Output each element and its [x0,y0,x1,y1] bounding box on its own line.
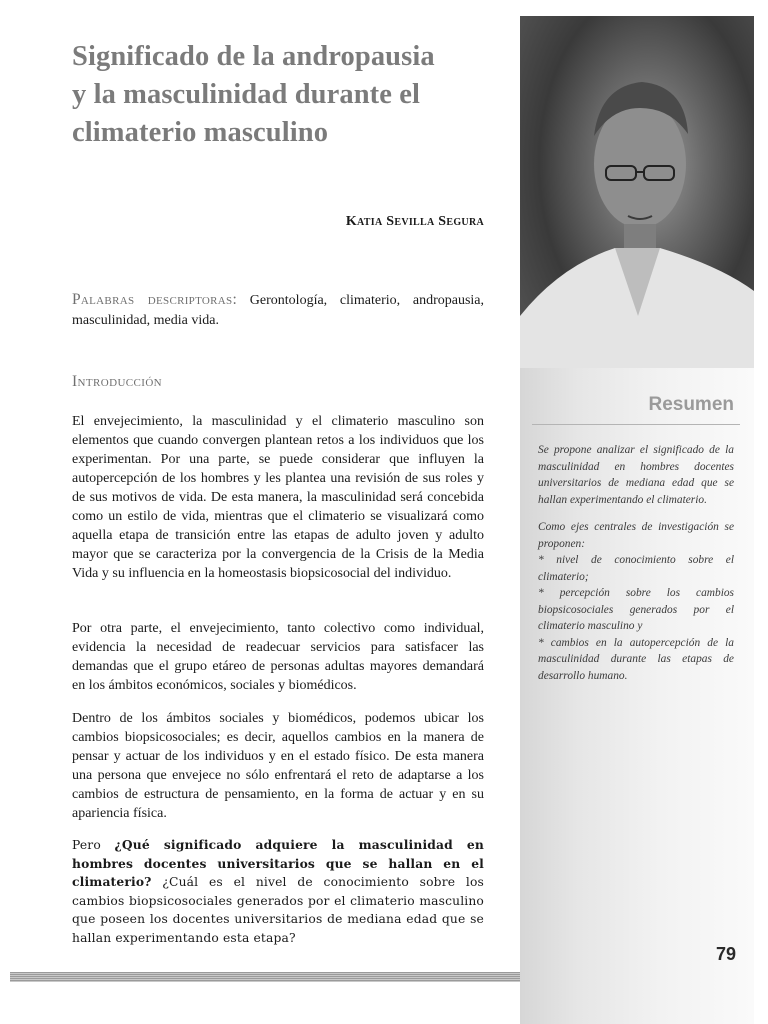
resumen-list [538,519,734,684]
title-line: climaterio masculino [72,117,329,148]
page-number: 79 [715,944,736,964]
paragraph: Por otra parte, el envejecimiento, tanto colectivo como individual, evidencia la necesidad de readecuar servicios para satisfacer las demandas que el grupo etáreo de personas adultas mayores demandará en los ámbitos económicos, sociales y biomédicos. [72,621,484,693]
resumen-divider [532,424,740,425]
article-title [72,38,484,152]
resumen-list-item: * cambios en la autopercepción de la masculinidad durante las etapas de desarrollo humano. [538,636,734,682]
footer-rule [10,972,520,982]
author-name: Katia Sevilla Segura [345,214,484,229]
keywords-text: Gerontología, climaterio, andropausia, masculinidad, media vida. [72,293,485,328]
keywords-label: Palabras descriptoras: [72,291,238,308]
title-line: Significado de la andropausia [72,41,435,72]
research-question: ¿Qué significado adquiere la masculinidad en hombres docentes universitarios que se hallan en el climaterio? [72,837,484,889]
resumen-list-item: * nivel de conocimiento sobre el climaterio; [538,554,734,583]
paragraph: Dentro de los ámbitos sociales y biomédicos, podemos ubicar los cambios biopsicosociales; es decir, aquellos cambios en la manera de pensar y actuar de los individuos y en el estado físico. De esta manera una persona que envejece no sólo enfrentará el reto de adaptarse a los cambios de estructura de pensamiento, en la forma de actuar y en su apariencia física. [72,711,484,821]
paragraph: El envejecimiento, la masculinidad y el climaterio masculino son elementos que cuando convergen plantean retos a los individuos que los experimentan. Por una parte, se puede considerar que influyen la autopercepción de los hombres y les plantea una revisión de sus roles y de sus motivos de vida. De esta manera, la masculinidad será concebida como un estilo de vida, mientras que el climaterio se visualizará como aquella etapa de transición entre las etapas de adulto joven y adulto mayor que se caracteriza por la convergencia de la Crisis de la Media Vida y su influencia en la homeostasis biopsicosocial del individuo. [72,414,484,581]
paragraph-lead: Pero [72,838,115,852]
resumen-list-item: * percepción sobre los cambios biopsicosociales generados por el climaterio masculino y [538,587,734,632]
title-line: y la masculinidad durante el [72,79,421,110]
resumen-paragraph: Se propone analizar el significado de la masculinidad en hombres docentes universitarios de mediana edad que se hallan experimentando el climaterio. [538,444,734,506]
resumen-title: Resumen [648,394,734,415]
section-heading: Introducción [72,373,163,390]
paragraph-question [72,836,484,947]
paragraph-rest: ¿Cuál es el nivel de conocimiento sobre los cambios biopsicosociales generados por el climaterio masculino que poseen los docentes universitarios de mediana edad que se hallan experimentando esta etapa? [72,875,484,945]
keywords [72,290,484,331]
resumen-list-intro: Como ejes centrales de investigación se proponen: [538,521,734,550]
author-photo [520,16,754,368]
